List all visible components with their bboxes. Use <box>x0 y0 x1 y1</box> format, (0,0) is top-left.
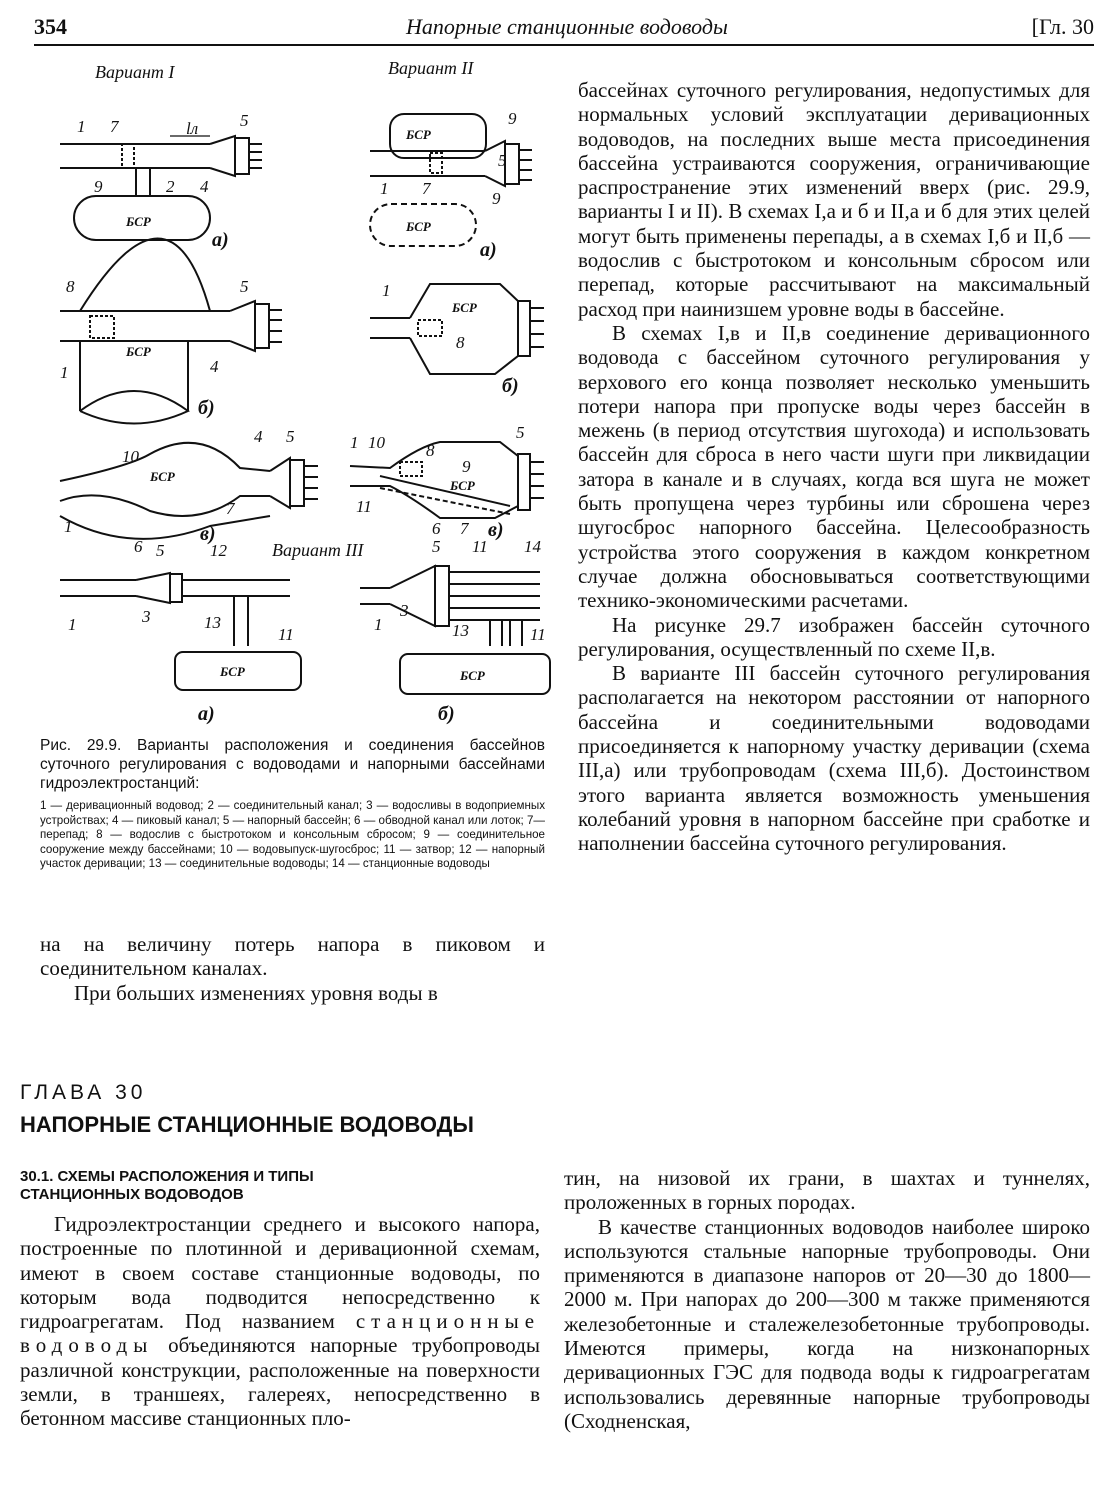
fig-num-12: 12 <box>210 541 227 560</box>
fig-num-8: 8 <box>456 333 465 352</box>
fig-num-3: 3 <box>142 607 151 626</box>
fig-num-1: 1 <box>380 179 389 198</box>
scheme-1a <box>60 111 262 251</box>
figure-29-9 <box>40 56 560 728</box>
fig-num-2: 2 <box>166 177 175 196</box>
bsr-label: БСР <box>452 300 477 315</box>
paragraph: тин, на низовой их грани, в шахтах и туннелях, проложенных в горных породах. <box>564 1166 1090 1215</box>
fig-label-l: lл <box>186 119 199 138</box>
fig-num-5: 5 <box>286 427 295 446</box>
fig-num-9: 9 <box>94 177 103 196</box>
page-header <box>34 8 1094 42</box>
variant-2-label: Вариант II <box>388 58 474 78</box>
fig-num-3: 3 <box>400 601 409 620</box>
sub-label-v: в) <box>200 523 216 545</box>
figure-drawing <box>40 56 560 728</box>
fig-num-6: 6 <box>134 537 143 556</box>
paragraph: В варианте III бассейн суточного регулирования располагается на некотором расстоянии от напорного бассейна и соединительными водоводами присоединяется к напорному участку деривации (схема III,а) или трубопроводам (схема III,б). Достоинством этого варианта является возможность уменьшения колебаний уровня в напорном бассейне при сработке и наполнении бассейна суточного регулирования. <box>578 661 1090 856</box>
fig-num-13: 13 <box>204 613 221 632</box>
paragraph: В качестве станционных водоводов наиболее широко используются стальные напорные трубопроводы. Они применяются в диапазоне напоров от 20—30 до 1800—2000 м. При напорах до 200—300 м также применяются железобетонные и сталежелезобетонные трубопроводы. Имеются примеры, когда на низконапорных деривационных ГЭС для подвода воды к гидроагрегатам использовались деревянные напорные трубопроводы (Сходненская, <box>564 1214 1090 1433</box>
sub-label-b: б) <box>438 703 455 725</box>
sub-label-b: б) <box>502 375 519 397</box>
bsr-label: БСР <box>406 219 431 234</box>
paragraph-start: Гидроэлектростанции среднего и высокого напора, построенные по плотинной и деривационной схемам, имеют в своем составе станционные водоводы, по которым вода подводится непосредственно к гидроагрегатам. Под названием <box>20 1212 540 1334</box>
sub-label-b: б) <box>198 397 215 419</box>
fig-num-1: 1 <box>382 281 391 300</box>
fig-num-4: 4 <box>200 177 209 196</box>
bsr-label: БСР <box>220 664 245 679</box>
paragraph: на на величину потерь напора в пиковом и соединительном каналах. <box>40 932 545 981</box>
fig-num-7: 7 <box>460 519 469 538</box>
sub-label-a: а) <box>198 703 215 725</box>
fig-num-1: 1 <box>77 117 86 136</box>
bsr-label: БСР <box>406 127 431 142</box>
emphasized-term: станционные водоводы <box>20 1309 541 1358</box>
chapter-marker: [Гл. 30 <box>1031 14 1094 39</box>
scheme-1v <box>60 427 318 556</box>
sub-label-a: а) <box>480 239 497 261</box>
bsr-label: БСР <box>450 478 475 493</box>
fig-num-5: 5 <box>156 541 165 560</box>
sub-label-a: а) <box>212 229 229 251</box>
bsr-label: БСР <box>460 668 485 683</box>
fig-num-1: 1 <box>64 517 73 536</box>
fig-num-11: 11 <box>472 537 488 556</box>
left-column-top <box>40 932 545 1005</box>
variant-3-label: Вариант III <box>272 540 364 560</box>
chapter-number: ГЛАВА 30 <box>20 1081 147 1104</box>
fig-num-7: 7 <box>422 179 431 198</box>
fig-num-5b: 5 <box>240 277 249 296</box>
left-column-bottom <box>20 1212 540 1431</box>
fig-num-5: 5 <box>516 423 525 442</box>
fig-num-1: 1 <box>374 615 383 634</box>
fig-num-5: 5 <box>432 537 441 556</box>
paragraph-end: объединяются напорные трубопроводы различной конструкции, расположенные на поверхности земли, в траншеях, галереях, непосредственно в бетонном массиве станционных пло- <box>20 1333 540 1431</box>
fig-num-4: 4 <box>254 427 263 446</box>
scheme-3a <box>60 541 301 725</box>
scheme-2b <box>370 281 544 397</box>
fig-num-11: 11 <box>278 625 294 644</box>
fig-num-5: 5 <box>498 151 507 170</box>
bsr-label: БСР <box>126 344 151 359</box>
paragraph <box>20 1212 540 1431</box>
scheme-2v <box>350 423 544 541</box>
paragraph: На рисунке 29.7 изображен бассейн суточного регулирования, осуществленный по схеме II,в. <box>578 612 1090 661</box>
paragraph: бассейнах суточного регулирования, недопустимых для нормальных условий эксплуатации деривационных водоводов, на последних выше места присоединения бассейна устраиваются сооружения, ограничивающие распространение этих изменений вверх (рис. 29.9, варианты I и II). В схемах I,а и б и II,а и б для этих целей могут быть применены перепады, а в схемах I,б и II,б — водослив с быстротоком и консольным сбросом или перепад, которые рассчитывают на максимальный расход при наинизшем уровне воды в бассейне. <box>578 78 1090 321</box>
fig-num-6: 6 <box>432 519 441 538</box>
fig-num-8: 8 <box>426 441 435 460</box>
fig-num-1: 1 <box>60 363 69 382</box>
right-column-bottom <box>564 1166 1090 1433</box>
fig-num-14: 14 <box>524 537 541 556</box>
fig-num-11: 11 <box>356 497 372 516</box>
bsr-label: БСР <box>126 214 151 229</box>
caption-legend: 1 — деривационный водовод; 2 — соединительный канал; 3 — водосливы в водоприемных устройствах; 4 — пиковый канал; 5 — напорный бассейн; 6 — обводной канал или лоток; 7— перепад; 8 — водослив с быстротоком и консольным сбросом; 9 — соединительное сооружение между бассейнами; 10 — водовыпуск-шугосброс; 11 — затвор; 12 — напорный участок деривации; 13 — соединительные водоводы; 14 — станционные водоводы <box>40 799 545 871</box>
section-heading <box>20 1168 420 1204</box>
caption-title: Рис. 29.9. Варианты расположения и соединения бассейнов суточного регулирования с водоводами и напорными бассейнами гидроэлектростанций: <box>40 737 545 792</box>
paragraph: В схемах I,в и II,в соединение деривационного водовода с бассейном суточного регулирования у верхового его конца позволяет несколько уменьшить потери напора при пропуске воды через бассейн в межень (в период отсутствия шугохода) и использовать бассейн для сброса в него части шуги при ликвидации затора в канале и в случаях, когда вся шуга не может быть пропущена через турбины или сброшена через шугосброс напорного бассейна. Целесообразность устройства этого сооружения в каждом конкретном случае должна обосновываться соответствующими технико-экономическими расчетами. <box>578 320 1090 613</box>
chapter-title: НАПОРНЫЕ СТАНЦИОННЫЕ ВОДОВОДЫ <box>20 1112 474 1137</box>
sub-label-v: в) <box>488 519 504 541</box>
fig-num-9: 9 <box>492 189 501 208</box>
fig-num-13: 13 <box>452 621 469 640</box>
bsr-label: БСР <box>150 469 175 484</box>
fig-num-4: 4 <box>210 357 219 376</box>
fig-num-9: 9 <box>508 109 517 128</box>
paragraph: При больших изменениях уровня воды в <box>74 980 438 1005</box>
section-heading-line-2: СТАНЦИОННЫХ ВОДОВОДОВ <box>20 1186 244 1203</box>
scheme-3b <box>360 537 550 725</box>
header-rule <box>34 44 1094 46</box>
right-column-top <box>578 78 1090 856</box>
fig-num-10: 10 <box>122 447 139 466</box>
variant-1-label: Вариант I <box>95 62 175 82</box>
scheme-2a <box>370 109 532 261</box>
fig-num-10: 10 <box>368 433 385 452</box>
scheme-1b <box>60 239 282 424</box>
figure-caption <box>40 736 545 872</box>
section-heading-line-1: 30.1. СХЕМЫ РАСПОЛОЖЕНИЯ И ТИПЫ <box>20 1168 314 1185</box>
fig-num-8: 8 <box>66 277 75 296</box>
page-number: 354 <box>34 14 67 39</box>
fig-num-5: 5 <box>240 111 249 130</box>
fig-num-7: 7 <box>226 499 235 518</box>
fig-num-1: 1 <box>350 433 359 452</box>
fig-num-9: 9 <box>462 457 471 476</box>
fig-num-11: 11 <box>530 625 546 644</box>
fig-num-1: 1 <box>68 615 77 634</box>
fig-num-7: 7 <box>110 117 119 136</box>
running-title: Напорные станционные водоводы <box>406 14 728 39</box>
